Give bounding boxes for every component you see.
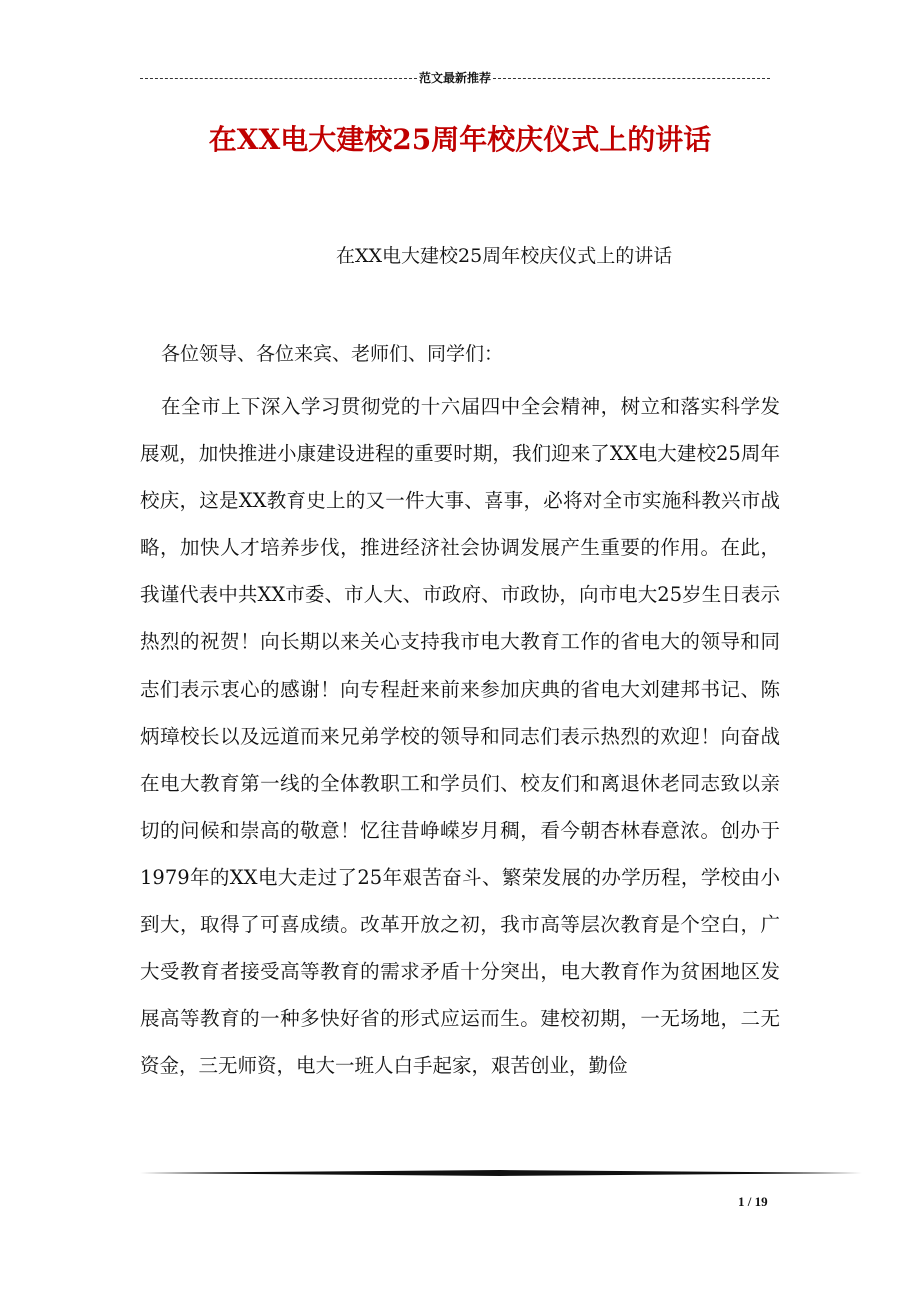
- salutation: 各位领导、各位来宾、老师们、同学们：: [161, 343, 504, 365]
- footer-rule: [140, 1170, 862, 1176]
- header-label: 范文最新推荐: [419, 71, 492, 85]
- header-dash-left: [140, 78, 417, 79]
- document-title: 在XX电大建校25周年校庆仪式上的讲话: [208, 123, 712, 156]
- header-dash-right: [493, 78, 770, 79]
- body-paragraph: 在全市上下深入学习贯彻党的十六届四中全会精神，树立和落实科学发展观，加快推进小康建设进程的重要时期，我们迎来了XX电大建校25周年校庆，这是XX教育史上的又一件大事、喜事，必将对全市实施科教兴市战略，加快人才培养步伐，推进经济社会协调发展产生重要的作用。在此，我谨代表中共XX市委、市人大、市政府、市政协，向市电大25岁生日表示热烈的祝贺！向长期以来关心支持我市电大教育工作的省电大的领导和同志们表示衷心的感谢！向专程赶来前来参加庆典的省电大刘建邦书记、陈炳璋校长以及远道而来兄弟学校的领导和同志们表示热烈的欢迎！向奋战在电大教育第一线的全体教职工和学员们、校友们和离退休老同志致以亲切的问候和崇高的敬意！忆往昔峥嵘岁月稠，看今朝杏林春意浓。创办于1979年的XX电大走过了25年艰苦奋斗、繁荣发展的办学历程，学校由小到大，取得了可喜成绩。改革开放之初，我市高等层次教育是个空白，广大受教育者接受高等教育的需求矛盾十分突出，电大教育作为贫困地区发展高等教育的一种多快好省的形式应运而生。建校初期，一无场地，二无资金，三无师资，电大一班人白手起家，艰苦创业，勤俭: [140, 395, 780, 1078]
- page-number: 1 / 19: [738, 1194, 768, 1209]
- document-subtitle: 在XX电大建校25周年校庆仪式上的讲话: [336, 245, 673, 267]
- page-header: [140, 70, 770, 86]
